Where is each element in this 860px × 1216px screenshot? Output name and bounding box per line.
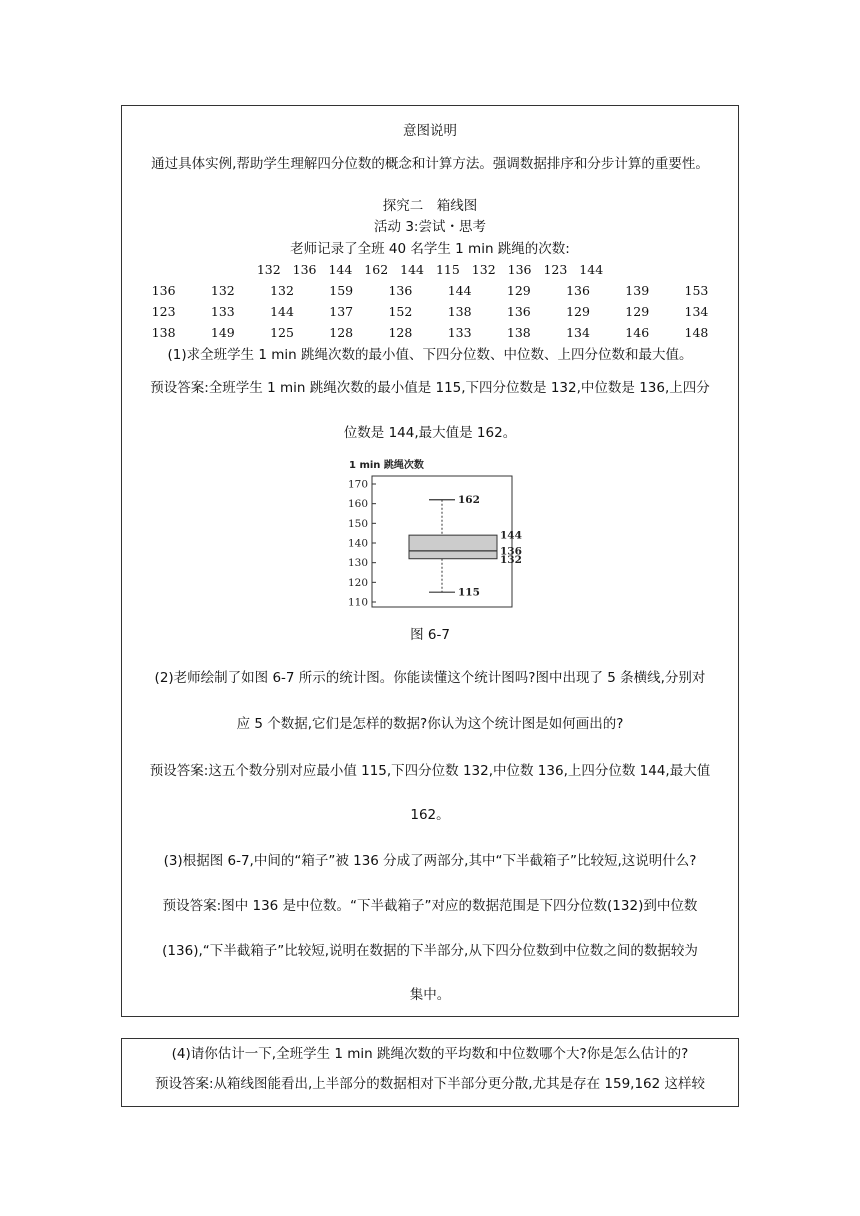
data-cell: 129 <box>625 304 650 319</box>
figure-caption: 图 6-7 <box>410 627 450 643</box>
data-cell: 123 <box>151 304 176 319</box>
q3-label: 144 <box>500 529 522 542</box>
intent-heading: 意图说明 <box>403 123 457 139</box>
data-cell: 148 <box>684 325 709 340</box>
y-tick-label: 130 <box>347 557 368 570</box>
answer-3-line-3: 集中。 <box>409 987 451 1003</box>
answer-1-line-1: 预设答案:全班学生 1 min 跳绳次数的最小值是 115,下四分位数是 132,中位数是 136,上四分 <box>150 380 710 396</box>
data-cell: 129 <box>506 283 531 298</box>
answer-4: 预设答案:从箱线图能看出,上半部分的数据相对下半部分更分散,尤其是存在 159,162 这样较 <box>154 1076 706 1092</box>
data-cell: 159 <box>329 283 354 298</box>
data-cell: 136 <box>151 283 176 298</box>
data-cell: 136 <box>566 283 590 298</box>
iqr-box <box>409 535 497 559</box>
data-cell: 128 <box>329 325 354 340</box>
box-plot <box>409 494 522 598</box>
data-row-2 <box>134 304 726 320</box>
data-cell: 136 <box>506 304 531 319</box>
y-tick-label: 110 <box>347 596 368 609</box>
question-2-line-2: 应 5 个数据,它们是怎样的数据?你认为这个统计图是如何画出的? <box>236 716 624 732</box>
data-cell: 134 <box>684 304 709 319</box>
data-row-0: 132 136 144 162 144 115 132 136 123 144 <box>256 262 604 277</box>
data-cell: 138 <box>506 325 531 340</box>
min-label: 115 <box>458 586 480 599</box>
data-cell: 133 <box>210 304 235 319</box>
answer-3-line-2: (136),“下半截箱子”比较短,说明在数据的下半部分,从下四分位数到中位数之间的数据较为 <box>162 943 698 959</box>
data-cell: 136 <box>388 283 413 298</box>
data-cell: 128 <box>388 325 413 340</box>
intent-text: 通过具体实例,帮助学生理解四分位数的概念和计算方法。强调数据排序和分步计算的重要性。 <box>151 156 709 172</box>
lesson-continuation-box <box>121 1038 739 1107</box>
q1-label: 132 <box>500 554 522 567</box>
answer-2-line-1: 预设答案:这五个数分别对应最小值 115,下四分位数 132,中位数 136,上四分位数 144,最大值 <box>149 763 711 779</box>
question-2-line-1: (2)老师绘制了如图 6-7 所示的统计图。你能读懂这个统计图吗?图中出现了 5 条横线,分别对 <box>154 670 706 686</box>
data-cell: 139 <box>625 283 650 298</box>
data-cell: 152 <box>388 304 413 319</box>
answer-1-line-2: 位数是 144,最大值是 162。 <box>343 425 517 441</box>
data-cell: 149 <box>210 325 235 340</box>
data-intro: 老师记录了全班 40 名学生 1 min 跳绳的次数: <box>290 241 570 257</box>
question-3: (3)根据图 6-7,中间的“箱子”被 136 分成了两部分,其中“下半截箱子”比较短,这说明什么? <box>163 853 697 869</box>
max-label: 162 <box>458 494 480 507</box>
y-tick-label: 150 <box>347 517 368 530</box>
data-cell: 129 <box>566 304 590 319</box>
lesson-section-box <box>121 105 739 1017</box>
answer-2-line-2: 162。 <box>410 807 450 823</box>
y-tick-label: 140 <box>347 537 368 550</box>
data-cell: 132 <box>210 283 235 298</box>
median-label: 136 <box>500 545 522 558</box>
data-cell: 153 <box>684 283 709 298</box>
data-row-3 <box>134 325 726 341</box>
y-tick-label: 170 <box>347 478 368 491</box>
data-cell: 133 <box>447 325 472 340</box>
chart-title: 1 min 跳绳次数 <box>349 460 424 471</box>
question-4: (4)请你估计一下,全班学生 1 min 跳绳次数的平均数和中位数哪个大?你是怎么估计的? <box>171 1046 689 1062</box>
data-cell: 144 <box>270 304 294 319</box>
y-tick-label: 160 <box>347 498 368 511</box>
answer-3-line-1: 预设答案:图中 136 是中位数。“下半截箱子”对应的数据范围是下四分位数(132)到中位数 <box>162 898 698 914</box>
data-cell: 138 <box>151 325 176 340</box>
box-plot-figure <box>347 454 522 614</box>
section-title: 探究二 箱线图 <box>382 198 478 214</box>
y-tick-label: 120 <box>347 576 368 589</box>
question-1: (1)求全班学生 1 min 跳绳次数的最小值、下四分位数、中位数、上四分位数和最大值。 <box>167 347 693 363</box>
data-cell: 134 <box>566 325 590 340</box>
data-cell: 137 <box>329 304 354 319</box>
data-cell: 146 <box>625 325 650 340</box>
data-cell: 138 <box>447 304 472 319</box>
data-cell: 132 <box>270 283 294 298</box>
data-row-1 <box>134 283 726 299</box>
data-cell: 144 <box>447 283 472 298</box>
data-cell: 125 <box>270 325 294 340</box>
activity-title: 活动 3:尝试・思考 <box>374 219 486 235</box>
